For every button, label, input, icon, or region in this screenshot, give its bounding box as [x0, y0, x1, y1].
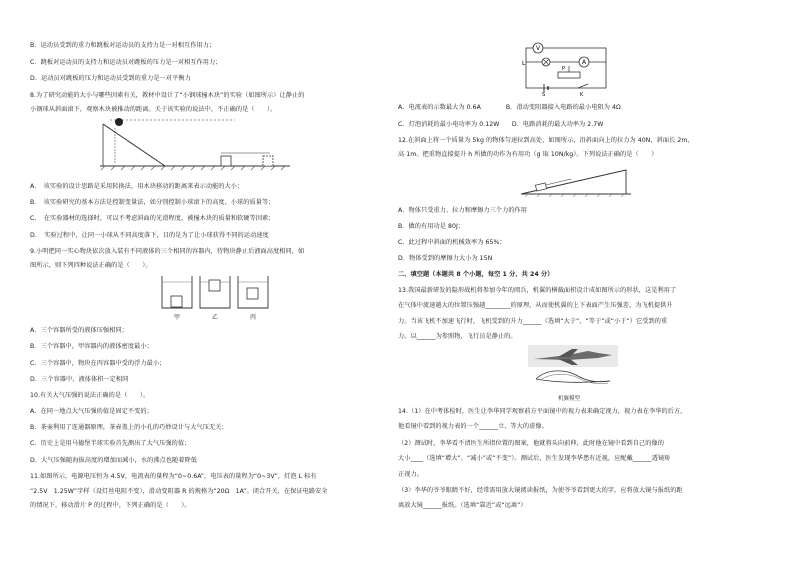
- q11-stem-line-3: 的情况下，移动滑片 P 的过程中，下列正确的是（ ）。: [30, 502, 191, 509]
- q14-line-2: 他看镜中看到的视力表的一个______立、等大的虚像。: [398, 423, 548, 430]
- q11-circuit-figure: [518, 38, 618, 96]
- svg-text:S: S: [542, 92, 546, 98]
- svg-text:L: L: [522, 60, 526, 67]
- q8-option-d: D． 实验过程中，让同一小球从不同高度落下，目的是为了让小球获得不同的运动速度: [30, 232, 269, 239]
- q10-option-a: A．在同一地点大气压强的值是固定不变的；: [30, 408, 153, 415]
- q12-option-a: A．物体只受重力、拉力和摩擦力三个力的作用: [398, 207, 528, 214]
- q8-option-a: A． 该实验的设计思路是采用转换法，用木块移动的距离来表示动能的大小；: [30, 183, 244, 190]
- svg-text:A: A: [581, 59, 587, 66]
- q14-line-3: （2）测试时，李华看不清医生所指位置的图案，他就将头向前伸，此时他在镜中看到自己的像的: [398, 440, 664, 447]
- q11-options-ab: A．电流表的示数最大为 0.6A B．滑动变阻器接入电路的最小电阻为 4Ω: [398, 104, 621, 111]
- q13-line-3: 力。当该飞机不加速飞行时，飞机受到的升力______（选填“大于”、“等于”或“小于”）它受到的重: [398, 318, 668, 325]
- q13-line-1: 13.我国最新研发的隐形战机将参加今年的阅兵，机翼的横截面积设计成如图所示的形状，这是利用了: [398, 287, 677, 294]
- q8-stem-line-1: 8.为了研究动能的大小与哪些因素有关，教材中设计了“小钢球撞木块”的实验（如图所示）让静止的: [30, 92, 305, 99]
- q7-option-c: C．跳板对运动员的支持力和运动员对跳板的压力是一对相互作用力；: [30, 59, 222, 66]
- q14-line-5: 正视力。: [398, 471, 423, 478]
- q11-options-cd: C．灯泡消耗的最小电功率为 0.12W D．电路消耗的最大功率为 2.7W: [398, 121, 604, 128]
- svg-text:K: K: [580, 92, 584, 98]
- right-column: [398, 0, 768, 562]
- q14-line-4: 大小____（选填“增大”、“减小”或“不变”）。测试后，医生发现李华患有近视，应配戴______透镜矫: [398, 455, 671, 462]
- q13-line-4: 力。以______为参照物，飞行员是静止的。: [398, 333, 517, 340]
- q9-stem-line-1: 9.小明把同一实心物块依次放入装有不同液体的三个相同的容器内，待物块静止后液面高度相同，如: [30, 248, 305, 255]
- q9-option-b: B．三个容器中，甲容器内的液体密度最小；: [30, 343, 153, 350]
- q10-stem: 10.有关大气压强的说法正确的是（ ）。: [30, 392, 150, 399]
- q14-line-6: （3）李华的爷爷眼睛不好，经常需用放大镜阅读报纸，为使爷爷看到更大的字，应将放大镜与报纸的距: [398, 487, 683, 494]
- q8-stem-line-2: 小钢球从斜面滚下，观察木块被推动的距离。关于该实验的说法中，不正确的是（ ）。: [30, 106, 277, 113]
- q7-option-d: D．运动员对跳板的压力和运动员受到的重力是一对平衡力: [30, 75, 191, 82]
- q9-containers-figure: [160, 272, 270, 322]
- q13-wing-caption: 机翼模型: [558, 396, 581, 402]
- q9-label-bing: 丙: [250, 314, 257, 321]
- q8-ramp-figure: [95, 118, 295, 173]
- q12-stem-line-1: 12.在斜面上将一个质量为 5kg 的物体匀速拉到高处，如图所示，沿斜面向上的拉力为 40N，斜面长 2m、: [398, 137, 694, 144]
- q9-option-a: A．三个容器所受的液体压强相同；: [30, 327, 128, 334]
- left-column: [30, 0, 392, 562]
- q11-stem-line-1: 11.如图所示，电源电压恒为 4.5V，电流表的量程为“0~0.6A”，电压表的量程为“0~3V”，灯泡 L 标有: [30, 473, 317, 480]
- q10-option-d: D．大气压强随海拔高度的增加而减小，水的沸点也随着降低: [30, 457, 197, 464]
- section-2-title: 二、填空题（本题共 8 个小题，每空 1 分，共 24 分）: [398, 271, 554, 278]
- svg-text:V: V: [535, 45, 541, 52]
- q9-option-c: C．三个容器中，物块在丙容器中受的浮力最小；: [30, 360, 166, 367]
- q12-stem-line-2: 高 1m。把重物直接提升 h 所做的功作为有用功（g 取 10N/kg）。下列说法正确的是（ ）: [398, 151, 658, 158]
- q9-stem-line-2: 图所示，则下列四种说法正确的是（ ）。: [30, 262, 152, 269]
- q9-label-yi: 乙: [212, 314, 219, 321]
- q10-option-b: B．茶壶利用了连通器原理，茶壶盖上的小孔的巧妙设计与大气压无关；: [30, 424, 228, 431]
- q12-option-c: C．此过程中斜面的机械效率为 65%；: [398, 239, 506, 246]
- q7-option-b: B．运动员受到的重力和跳板对运动员的支持力是一对相互作用力；: [30, 42, 216, 49]
- q14-line-7: 离放大镜______报纸。（选填“靠近”或“远离”）: [398, 502, 527, 509]
- q12-option-b: B．做的有用功是 80J；: [398, 223, 465, 230]
- q10-option-c: C．历史上是用马德堡半球实验首先测出了大气压强的值；: [30, 440, 191, 447]
- q8-option-c: C． 在实验器材的选择时，可以不考虑斜面的光滑程度，被撞木块的质量和软硬等因素；: [30, 215, 275, 222]
- q9-label-jia: 甲: [174, 314, 181, 321]
- q13-line-2: 在气体中流速越大的位置压强越________的原理，从而使机翼的上下表面产生压强差，为飞机提供升: [398, 302, 673, 309]
- svg-text:P: P: [562, 66, 566, 72]
- q12-option-d: D．物体受到的摩擦力大小为 15N: [398, 255, 493, 262]
- q9-option-d: D．三个容器中，液体体积一定相同: [30, 376, 129, 383]
- q12-incline-figure: [516, 160, 636, 200]
- q8-option-b: B． 该实验研究的基本方法是控制变量法，如分别控制小球滚下的高度、小球的质量等；: [30, 199, 275, 206]
- q14-line-1: 14.（1）在中考体检时，医生让李华同学观察前方平面镜中的视力表来确定视力，视力表在李华的后方，: [398, 408, 687, 415]
- q11-stem-line-2: “2.5V 1.25W”字样（设灯丝电阻不变），滑动变阻器 R 的规格为“20Ω 1A”。闭合开关，在保证电路安全: [30, 488, 328, 495]
- q13-jet-wing-figure: [528, 345, 618, 403]
